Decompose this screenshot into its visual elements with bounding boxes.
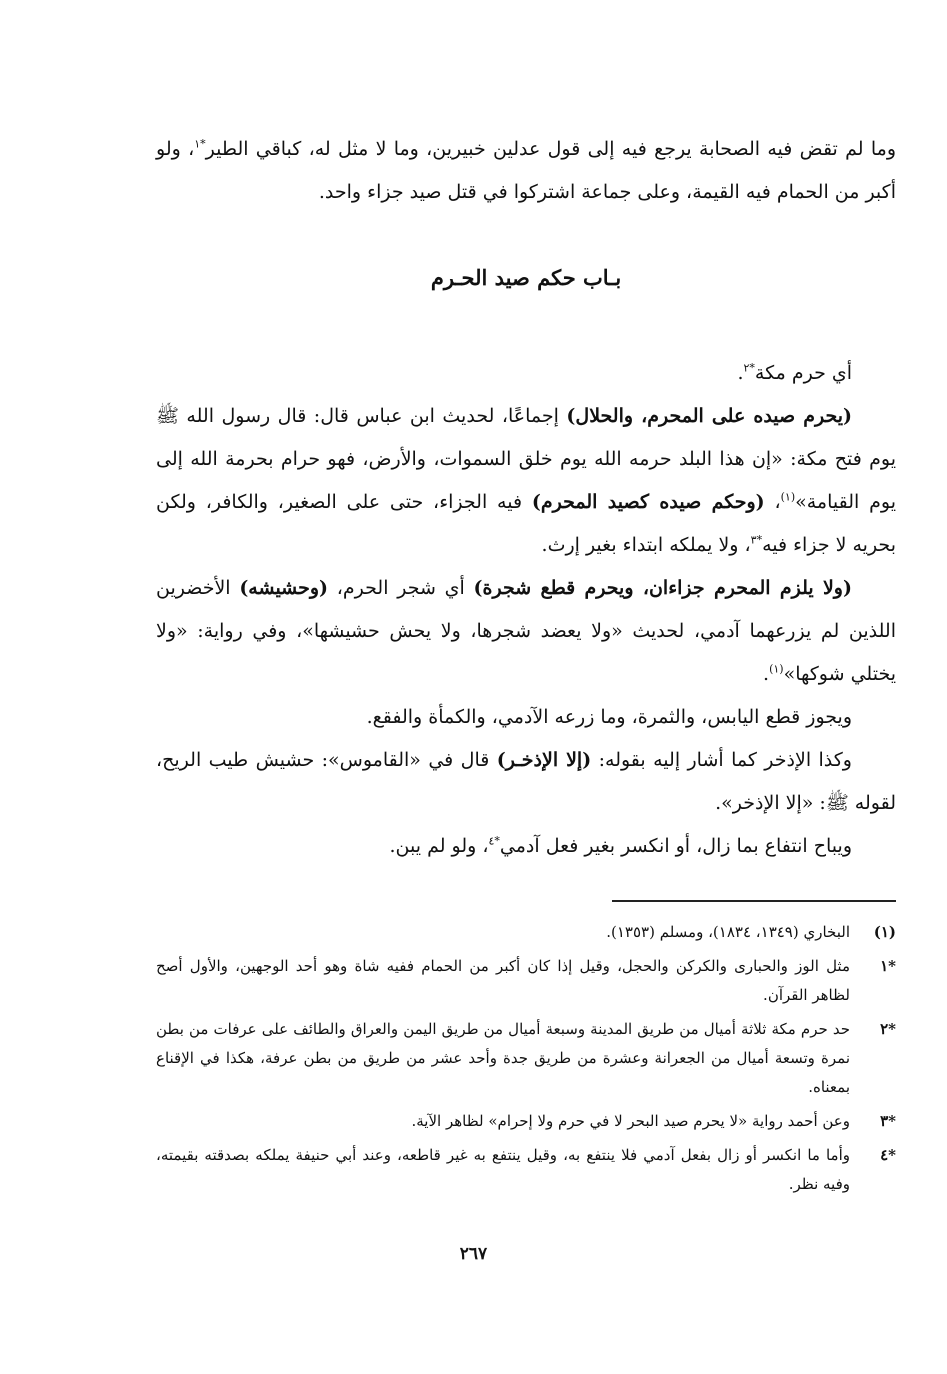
matn-text: (يحرم صيده على المحرم، والحلال)	[566, 405, 853, 427]
footnote-ref: (١)	[769, 662, 784, 676]
footnote	[156, 1015, 896, 1102]
footnote	[156, 952, 896, 1010]
paragraph-text: ،	[764, 491, 781, 513]
paragraph-text: أي حرم مكة	[754, 362, 852, 384]
paragraph-text: .	[737, 362, 744, 384]
paragraph-text: الأخضرين اللذين لم يزرعهما آدمي، لحديث «ولا يعضد شجرها، ولا يحش حشيشها»، وفي رواية: «ولا يختلي شوكها»	[156, 577, 896, 685]
paragraph-text: ، ولو لم يبن.	[389, 835, 489, 857]
footnote-ref: (١)	[780, 490, 796, 504]
matn-text: (وحشيشه)	[239, 577, 329, 599]
page-number: ٢٦٧	[459, 1244, 488, 1264]
paragraph-text: فيه الجزاء، حتى على الصغير، والكافر، ولكن بحريه لا جزاء فيه	[156, 491, 896, 556]
paragraph-2	[156, 395, 896, 567]
footnote-mark: *١	[880, 957, 896, 975]
paragraph-text: أي شجر الحرم،	[328, 577, 474, 599]
footnote	[156, 1107, 896, 1136]
matn-text: (وحكم صيده كصيد المحرم)	[531, 491, 765, 513]
paragraph-4	[156, 696, 896, 739]
footnote-mark: *٤	[880, 1146, 896, 1164]
section-body	[156, 352, 896, 868]
footnote-text: وأما ما انكسر أو زال بفعل آدمي فلا ينتفع به، وقيل ينتفع به غير قاطعه، وعند أبي حنيفة يملكه بصدقته بقيمته، وفيه نظر.	[156, 1146, 850, 1193]
paragraph-6	[156, 825, 896, 868]
paragraph-5	[156, 739, 896, 825]
footnote-mark: *٢	[880, 1020, 896, 1038]
section-heading: بـاب حكم صيد الحـرم	[430, 265, 622, 290]
footnote-marker: *٤	[488, 834, 500, 848]
footnote-marker: *٢	[743, 361, 755, 375]
footnote-text: حد حرم مكة ثلاثة أميال من طريق المدينة وسبعة أميال من طريق اليمن والعراق والطائف على عرفات من بطن نمرة وتسعة أميال من الجعرانة وعشرة من طريق جدة وأحد عشر من طريق من بطن عرفة، هكذا في الإقناع بمعناه.	[156, 1020, 850, 1096]
footnote-mark: *٣	[880, 1112, 896, 1130]
footnote	[156, 1141, 896, 1199]
paragraph-text: إجماعًا، لحديث ابن عباس قال: قال رسول الله ﷺ يوم فتح مكة: «إن هذا البلد حرمه الله يوم خلق السموات، والأرض، فهو حرام بحرمة الله إلى يوم القيامة»	[156, 405, 896, 513]
footnotes	[156, 918, 896, 1204]
paragraph-text: وكذا الإذخر كما أشار إليه بقوله:	[591, 749, 852, 771]
paragraph-text: ويباح انتفاع بما زال، أو انكسر بغير فعل آدمي	[499, 835, 852, 857]
intro-text: وما لم تقض فيه الصحابة يرجع فيه إلى قول عدلين خبيرين، وما لا مثل له، كباقي الطير	[205, 138, 897, 160]
footnote-text: وعن أحمد رواية «لا يحرم صيد البحر لا في حرم ولا إحرام» لظاهر الآية.	[411, 1112, 850, 1130]
footnote-text: البخاري (١٣٤٩، ١٨٣٤)، ومسلم (١٣٥٣).	[606, 923, 850, 941]
paragraph-text: .	[763, 663, 770, 685]
paragraph-3	[156, 567, 896, 696]
footnote-marker: *٣	[750, 533, 763, 547]
intro-paragraph	[156, 128, 896, 214]
footnote-mark: (١)	[873, 923, 896, 941]
paragraph-text: ويجوز قطع اليابس، والثمرة، وما زرعه الآدمي، والكمأة والفقع.	[366, 706, 852, 728]
footnote-divider	[612, 900, 896, 902]
matn-text: (ولا يلزم المحرم جزاءان، ويحرم قطع شجرة)	[473, 577, 852, 599]
matn-text: (إلا الإذخـر)	[496, 749, 592, 771]
intro-text-end: ، ولو أكبر من الحمام فيه القيمة، وعلى جماعة اشتركوا في قتل صيد جزاء واحد.	[156, 138, 896, 203]
footnote	[156, 918, 896, 947]
paragraph-text: ، ولا يملكه ابتداء بغير إرث.	[541, 534, 751, 556]
footnote-marker: *١	[194, 137, 206, 151]
footnote-text: مثل الوز والحبارى والكركن والحجل، وقيل إذا كان أكبر من الحمام ففيه شاة وهو أحد الوجهين، والأول أصح لظاهر القرآن.	[156, 957, 850, 1004]
paragraph-1	[156, 352, 896, 395]
paragraph-text: قال في «القاموس»: حشيش طيب الريح، لقوله ﷺ: «إلا الإذخر».	[156, 749, 896, 814]
